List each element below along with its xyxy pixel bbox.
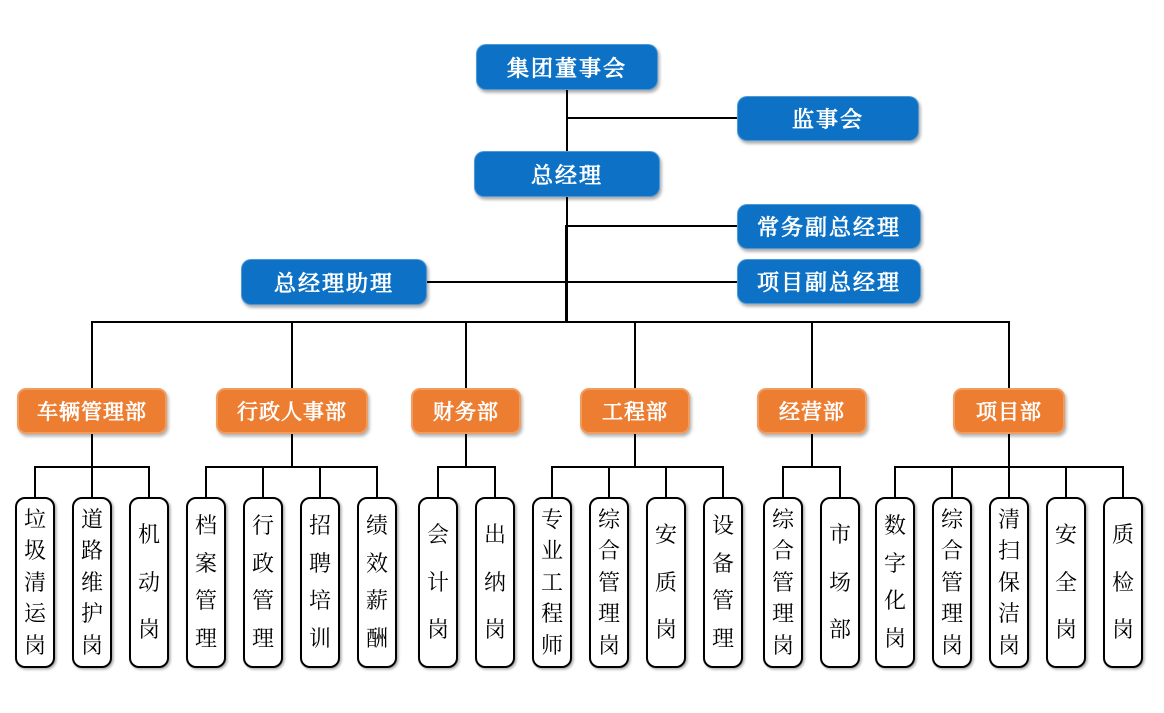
- position-label-char: 纳: [483, 569, 506, 595]
- connector-board-gm: [566, 90, 568, 151]
- position-label-char: 合: [771, 538, 794, 563]
- connector-position-drop: [722, 466, 724, 497]
- position-label-char: 保: [997, 569, 1020, 595]
- position-label-char: 综: [597, 506, 620, 532]
- supervisory-board-label: 监事会: [791, 107, 864, 132]
- position-box: [932, 497, 972, 668]
- connector-bus: [782, 466, 841, 468]
- department-box: [953, 388, 1065, 434]
- connector-assistant-project-deputy-branch: [427, 281, 737, 283]
- connector-position-drop: [494, 466, 496, 497]
- position-box: [300, 497, 340, 668]
- position-label-char: 质: [654, 569, 677, 595]
- position-label-char: 程: [540, 601, 563, 626]
- connector-dept-drop: [1008, 322, 1010, 388]
- position-label-char: 部: [828, 616, 851, 642]
- position-label-char: 安: [1054, 522, 1077, 548]
- position-label-char: 质: [1111, 522, 1134, 548]
- position-label-char: 道: [80, 506, 103, 532]
- position-label-char: 岗: [771, 632, 794, 658]
- position-label-char: 路: [80, 538, 103, 563]
- connector-position-drop: [205, 466, 207, 497]
- position-label-char: 酬: [365, 626, 388, 652]
- position-box: [763, 497, 803, 668]
- connector-dept-drop: [811, 322, 813, 388]
- connector-gm-mid: [565, 225, 568, 283]
- connector-dept-bus: [291, 434, 293, 466]
- general-manager-label: 总经理: [530, 162, 603, 188]
- position-label-char: 岗: [1054, 616, 1077, 642]
- position-label-char: 垃: [23, 506, 46, 532]
- connector-position-drop: [91, 466, 93, 497]
- position-label-char: 字: [883, 550, 906, 576]
- position-label-char: 清: [23, 569, 46, 595]
- position-label-char: 场: [828, 569, 851, 595]
- position-box: [820, 497, 860, 668]
- connector-position-drop: [262, 466, 264, 497]
- connector-gm-distributor: [565, 281, 568, 322]
- position-label-char: 岗: [426, 616, 449, 642]
- position-label-char: 业: [540, 538, 563, 563]
- position-box: [646, 497, 686, 668]
- connector-position-drop: [894, 466, 896, 497]
- connector-position-drop: [1122, 466, 1124, 497]
- position-box: [72, 497, 112, 668]
- position-box: [418, 497, 458, 668]
- connector-bus: [205, 466, 378, 468]
- position-label-char: 理: [251, 626, 274, 652]
- position-box: [703, 497, 743, 668]
- connector-dept-bus: [91, 434, 93, 466]
- position-label-char: 管: [940, 569, 963, 595]
- department-box: [411, 388, 521, 434]
- position-label-char: 会: [426, 522, 449, 548]
- position-label-char: 行: [251, 512, 274, 538]
- position-label-char: 机: [137, 522, 160, 548]
- connector-bus: [551, 466, 724, 468]
- connector-exec-deputy-branch: [567, 225, 737, 227]
- connector-supervisory-branch: [567, 117, 737, 119]
- connector-position-drop: [34, 466, 36, 497]
- position-label-char: 理: [597, 601, 620, 626]
- position-label-char: 理: [194, 626, 217, 652]
- department-label: 工程部: [602, 401, 668, 424]
- department-label: 行政人事部: [237, 401, 347, 424]
- connector-dept-bus: [634, 434, 636, 466]
- position-label-char: 岗: [80, 632, 103, 658]
- position-label-char: 岗: [883, 626, 906, 652]
- supervisory-board-box: [737, 96, 919, 141]
- position-label-char: 政: [251, 550, 274, 576]
- position-box: [15, 497, 55, 668]
- position-label-char: 扫: [997, 538, 1020, 563]
- position-label-char: 综: [771, 506, 794, 532]
- position-label-char: 洁: [997, 601, 1020, 626]
- position-label-char: 运: [23, 601, 46, 626]
- board-label: 集团董事会: [506, 55, 627, 81]
- department-box: [17, 388, 167, 434]
- board-box: [476, 44, 658, 90]
- position-label-char: 备: [711, 550, 734, 576]
- position-label-char: 岗: [597, 632, 620, 658]
- department-label: 财务部: [433, 401, 499, 424]
- position-label-char: 聘: [308, 550, 331, 576]
- connector-bus: [437, 466, 496, 468]
- position-label-char: 岗: [940, 632, 963, 658]
- position-label-char: 维: [80, 569, 103, 595]
- position-label-char: 圾: [23, 538, 46, 563]
- position-label-char: 检: [1111, 569, 1134, 595]
- position-label-char: 出: [483, 522, 506, 548]
- position-label-char: 案: [194, 550, 217, 576]
- position-box: [532, 497, 572, 668]
- position-label-char: 岗: [23, 632, 46, 658]
- position-label-char: 理: [771, 601, 794, 626]
- gm-assistant-box: [241, 259, 427, 305]
- position-label-char: 管: [251, 588, 274, 614]
- position-label-char: 安: [654, 522, 677, 548]
- position-label-char: 管: [771, 569, 794, 595]
- connector-position-drop: [782, 466, 784, 497]
- position-label-char: 岗: [654, 616, 677, 642]
- position-label-char: 岗: [1111, 616, 1134, 642]
- position-label-char: 全: [1054, 569, 1077, 595]
- position-label-char: 训: [308, 626, 331, 652]
- connector-position-drop: [148, 466, 150, 497]
- connector-dept-bus: [465, 434, 467, 466]
- position-box: [186, 497, 226, 668]
- position-label-char: 专: [540, 506, 563, 532]
- position-box: [589, 497, 629, 668]
- connector-dept-drop: [634, 322, 636, 388]
- gm-assistant-label: 总经理助理: [273, 270, 394, 296]
- connector-dept-bus: [1008, 434, 1010, 466]
- position-label-char: 管: [597, 569, 620, 595]
- position-box: [357, 497, 397, 668]
- position-label-char: 综: [940, 506, 963, 532]
- position-label-char: 计: [426, 569, 449, 595]
- position-label-char: 工: [540, 569, 563, 595]
- position-label-char: 合: [597, 538, 620, 563]
- position-box: [1046, 497, 1086, 668]
- position-label-char: 数: [883, 512, 906, 538]
- position-box: [243, 497, 283, 668]
- position-box: [1103, 497, 1143, 668]
- position-label-char: 合: [940, 538, 963, 563]
- position-label-char: 理: [940, 601, 963, 626]
- position-label-char: 化: [883, 588, 906, 614]
- connector-position-drop: [951, 466, 953, 497]
- connector-dept-bus: [811, 434, 813, 466]
- connector-position-drop: [839, 466, 841, 497]
- position-label-char: 招: [308, 512, 331, 538]
- position-label-char: 档: [194, 512, 217, 538]
- position-label-char: 理: [711, 626, 734, 652]
- position-box: [475, 497, 515, 668]
- position-label-char: 岗: [137, 616, 160, 642]
- connector-position-drop: [1065, 466, 1067, 497]
- position-label-char: 效: [365, 550, 388, 576]
- connector-dept-drop: [291, 322, 293, 388]
- connector-gm-down: [566, 196, 568, 227]
- connector-position-drop: [1008, 466, 1010, 497]
- department-label: 项目部: [976, 401, 1042, 424]
- executive-deputy-gm-label: 常务副总经理: [756, 215, 901, 240]
- position-label-char: 设: [711, 512, 734, 538]
- connector-position-drop: [319, 466, 321, 497]
- position-label-char: 绩: [365, 512, 388, 538]
- position-label-char: 培: [308, 588, 331, 614]
- position-label-char: 岗: [483, 616, 506, 642]
- department-box: [757, 388, 867, 434]
- position-label-char: 市: [828, 522, 851, 548]
- department-label: 经营部: [779, 401, 845, 424]
- position-label-char: 护: [80, 601, 103, 626]
- position-box: [129, 497, 169, 668]
- connector-distributor: [91, 321, 1010, 323]
- general-manager-box: [474, 151, 660, 197]
- position-label-char: 动: [137, 569, 160, 595]
- project-deputy-gm-box: [737, 259, 921, 304]
- position-box: [989, 497, 1029, 668]
- connector-dept-drop: [465, 322, 467, 388]
- connector-dept-drop: [91, 322, 93, 388]
- position-label-char: 岗: [997, 632, 1020, 658]
- connector-position-drop: [551, 466, 553, 497]
- connector-position-drop: [665, 466, 667, 497]
- position-label-char: 管: [194, 588, 217, 614]
- project-deputy-gm-label: 项目副总经理: [756, 270, 901, 295]
- position-label-char: 薪: [365, 588, 388, 614]
- connector-position-drop: [608, 466, 610, 497]
- executive-deputy-gm-box: [737, 204, 921, 249]
- department-box: [216, 388, 368, 434]
- department-label: 车辆管理部: [37, 401, 147, 424]
- connector-position-drop: [376, 466, 378, 497]
- department-box: [580, 388, 690, 434]
- position-label-char: 清: [997, 506, 1020, 532]
- position-label-char: 管: [711, 588, 734, 614]
- position-box: [875, 497, 915, 668]
- position-label-char: 师: [540, 632, 563, 658]
- connector-position-drop: [437, 466, 439, 497]
